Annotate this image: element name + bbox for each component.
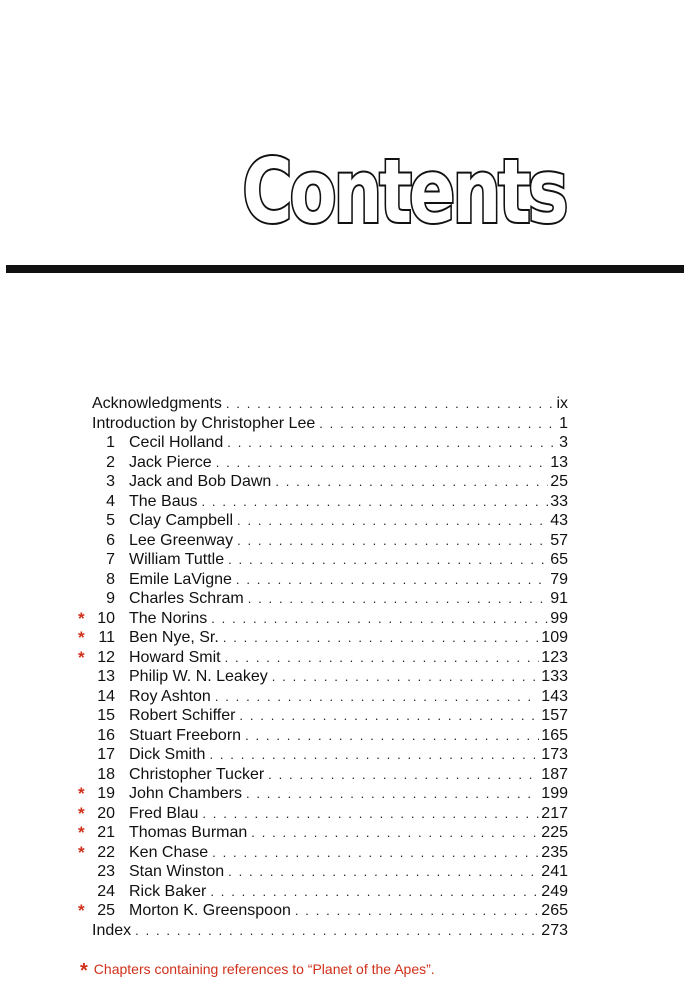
entry-page-number: 57 — [550, 531, 568, 549]
entry-title: Philip W. N. Leakey — [129, 668, 268, 685]
toc-entry — [78, 823, 568, 843]
page-title: Contents — [242, 140, 566, 243]
entry-page-number: 199 — [541, 785, 568, 802]
chapter-number: 23 — [97, 863, 115, 880]
entry-page-number: 109 — [541, 629, 568, 646]
chapter-number: 6 — [106, 531, 115, 549]
chapter-number: 8 — [106, 570, 115, 588]
chapter-number: 5 — [106, 512, 115, 529]
entry-page-number: 3 — [559, 434, 568, 451]
dot-leader — [251, 823, 539, 843]
toc-entry — [78, 745, 568, 765]
entry-title: Roy Ashton — [129, 687, 211, 705]
dot-leader — [202, 804, 539, 824]
chapter-number: 19 — [97, 785, 115, 802]
chapter-asterisk: * — [78, 647, 85, 667]
entry-page-number: 217 — [541, 804, 568, 822]
entry-page-number: 13 — [550, 453, 568, 471]
footnote — [80, 960, 435, 983]
chapter-number: 18 — [97, 765, 115, 783]
toc-entry — [78, 765, 568, 785]
entry-page-number: 235 — [541, 843, 568, 861]
entry-page-number: 157 — [541, 707, 568, 724]
toc-entry — [78, 628, 568, 648]
table-of-contents — [78, 394, 568, 940]
toc-entry — [78, 784, 568, 804]
chapter-number: 17 — [97, 746, 115, 763]
chapter-number: 10 — [97, 609, 115, 627]
entry-title: Clay Campbell — [129, 512, 234, 529]
entry-page-number: 123 — [541, 648, 568, 666]
dot-leader — [211, 609, 548, 629]
entry-page-number: 91 — [550, 590, 568, 607]
entry-title: Ben Nye, Sr. — [129, 629, 219, 646]
chapter-asterisk: * — [78, 803, 85, 823]
toc-entry — [78, 511, 568, 531]
entry-title: Introduction by Christopher Lee — [92, 414, 316, 432]
chapter-number: 15 — [97, 707, 115, 724]
toc-entry — [78, 667, 568, 687]
entry-title: The Baus — [129, 492, 198, 510]
dot-leader — [246, 784, 539, 804]
dot-leader — [319, 414, 557, 434]
toc-entry — [78, 726, 568, 746]
dot-leader — [216, 453, 549, 473]
entry-title: William Tuttle — [129, 551, 225, 568]
toc-entry — [78, 589, 568, 609]
dot-leader — [227, 433, 557, 453]
dot-leader — [275, 472, 548, 492]
chapter-number: 20 — [97, 804, 115, 822]
toc-entry — [78, 804, 568, 824]
chapter-number: 13 — [97, 668, 115, 685]
dot-leader — [223, 628, 539, 648]
chapter-number: 9 — [106, 590, 115, 607]
chapter-asterisk: * — [78, 823, 85, 842]
toc-entry — [78, 492, 568, 512]
entry-page-number: 265 — [541, 902, 568, 919]
entry-title: Morton K. Greenspoon — [129, 902, 291, 919]
chapter-asterisk: * — [78, 784, 85, 803]
toc-entry — [78, 862, 568, 882]
chapter-number: 3 — [106, 473, 115, 490]
title-rule — [6, 265, 684, 273]
chapter-asterisk: * — [78, 901, 85, 920]
entry-title: Stan Winston — [129, 863, 225, 880]
entry-title: Ken Chase — [129, 843, 209, 861]
entry-page-number: 241 — [541, 863, 568, 880]
dot-leader — [239, 706, 539, 726]
dot-leader — [209, 745, 539, 765]
toc-entry — [78, 453, 568, 473]
footnote-text: Chapters containing references to “Planet of the Apes”. — [93, 961, 435, 977]
toc-entry — [78, 550, 568, 570]
entry-page-number: 79 — [550, 570, 568, 588]
toc-entry — [78, 433, 568, 453]
entry-title: Stuart Freeborn — [129, 726, 242, 744]
entry-title: Acknowledgments — [92, 395, 222, 412]
toc-entry — [78, 531, 568, 551]
dot-leader — [212, 843, 539, 863]
chapter-number: 24 — [97, 882, 115, 900]
entry-page-number: 25 — [550, 473, 568, 490]
toc-entry — [78, 901, 568, 921]
entry-title: Charles Schram — [129, 590, 244, 607]
footnote-asterisk: * — [80, 960, 88, 982]
entry-page-number: 133 — [541, 668, 568, 685]
toc-entry — [78, 472, 568, 492]
dot-leader — [228, 862, 539, 882]
chapter-number: 2 — [106, 453, 115, 471]
entry-title: Dick Smith — [129, 746, 206, 763]
chapter-asterisk: * — [78, 842, 85, 862]
chapter-number: 25 — [97, 902, 115, 919]
entry-title: Howard Smit — [129, 648, 221, 666]
entry-page-number: 225 — [541, 824, 568, 841]
toc-entry — [78, 882, 568, 902]
entry-title: Index — [92, 921, 132, 939]
dot-leader — [236, 570, 548, 590]
toc-entry — [78, 706, 568, 726]
dot-leader — [272, 667, 540, 687]
toc-entry — [78, 414, 568, 434]
chapter-number: 11 — [98, 629, 115, 646]
chapter-asterisk: * — [78, 628, 85, 647]
toc-entry — [78, 394, 568, 414]
dot-leader — [295, 901, 539, 921]
dot-leader — [210, 882, 539, 902]
entry-title: The Norins — [129, 609, 208, 627]
chapter-number: 4 — [106, 492, 115, 510]
dot-leader — [237, 531, 548, 551]
chapter-number: 1 — [106, 434, 115, 451]
dot-leader — [245, 726, 539, 746]
dot-leader — [237, 511, 548, 531]
entry-title: John Chambers — [129, 785, 242, 802]
entry-title: Emile LaVigne — [129, 570, 232, 588]
entry-page-number: 165 — [541, 726, 568, 744]
entry-page-number: 1 — [559, 414, 568, 432]
dot-leader — [215, 687, 539, 707]
toc-entry — [78, 570, 568, 590]
entry-page-number: 65 — [550, 551, 568, 568]
entry-page-number: 99 — [550, 609, 568, 627]
entry-page-number: 273 — [541, 921, 568, 939]
dot-leader — [268, 765, 539, 785]
toc-entry — [78, 648, 568, 668]
entry-page-number: 173 — [541, 746, 568, 763]
chapter-number: 22 — [97, 843, 115, 861]
entry-title: Thomas Burman — [129, 824, 248, 841]
toc-entry — [78, 687, 568, 707]
entry-page-number: ix — [556, 395, 568, 412]
dot-leader — [135, 921, 539, 941]
chapter-asterisk: * — [78, 608, 85, 628]
dot-leader — [248, 589, 549, 609]
entry-title: Fred Blau — [129, 804, 199, 822]
entry-page-number: 43 — [550, 512, 568, 529]
entry-title: Robert Schiffer — [129, 707, 236, 724]
entry-title: Jack and Bob Dawn — [129, 473, 272, 490]
entry-title: Christopher Tucker — [129, 765, 265, 783]
entry-title: Lee Greenway — [129, 531, 234, 549]
toc-entry — [78, 609, 568, 629]
dot-leader — [201, 492, 548, 512]
entry-page-number: 143 — [541, 687, 568, 705]
dot-leader — [228, 550, 548, 570]
toc-entry — [78, 921, 568, 941]
chapter-number: 7 — [106, 551, 115, 568]
chapter-number: 16 — [97, 726, 115, 744]
entry-page-number: 33 — [550, 492, 568, 510]
entry-title: Jack Pierce — [129, 453, 212, 471]
dot-leader — [226, 394, 555, 414]
entry-title: Cecil Holland — [129, 434, 224, 451]
chapter-number: 12 — [97, 648, 115, 666]
toc-entry — [78, 843, 568, 863]
dot-leader — [225, 648, 540, 668]
chapter-number: 14 — [97, 687, 115, 705]
entry-title: Rick Baker — [129, 882, 207, 900]
entry-page-number: 187 — [541, 765, 568, 783]
entry-page-number: 249 — [541, 882, 568, 900]
chapter-number: 21 — [97, 824, 115, 841]
